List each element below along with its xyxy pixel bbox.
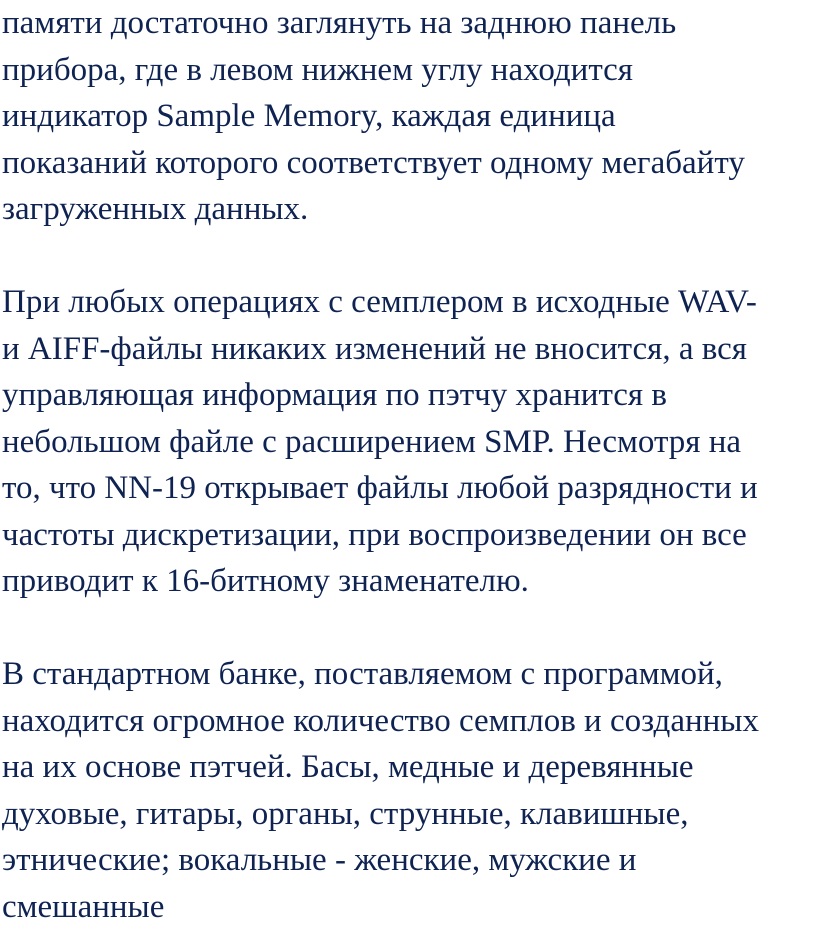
paragraph-standard-bank: В стандартном банке, поставляемом с программой, находится огромное количество семплов и созданных на их основе пэтчей. Басы, медные и деревянные духовые, гитары, органы, струнные, клавишные, этнические; вокальные - женские, мужские и смешанные bbox=[2, 656, 759, 925]
paragraph-sample-memory: памяти достаточно заглянуть на заднюю панель прибора, где в левом нижнем углу находится индикатор Sample Memory, каждая единица показаний которого соответствует одному мегабайту загруженных данных. bbox=[2, 5, 745, 227]
paragraph-file-formats: При любых операциях с семплером в исходные WAV- и AIFF-файлы никаких изменений не вносится, а вся управляющая информация по пэтчу хранится в небольшом файле с расширением SMP. Несмотря на то, что NN-19 открывает файлы любой разрядности и частоты дискретизации, при воспроизведении он все приводит к 16-битному знаменателю. bbox=[2, 284, 758, 599]
